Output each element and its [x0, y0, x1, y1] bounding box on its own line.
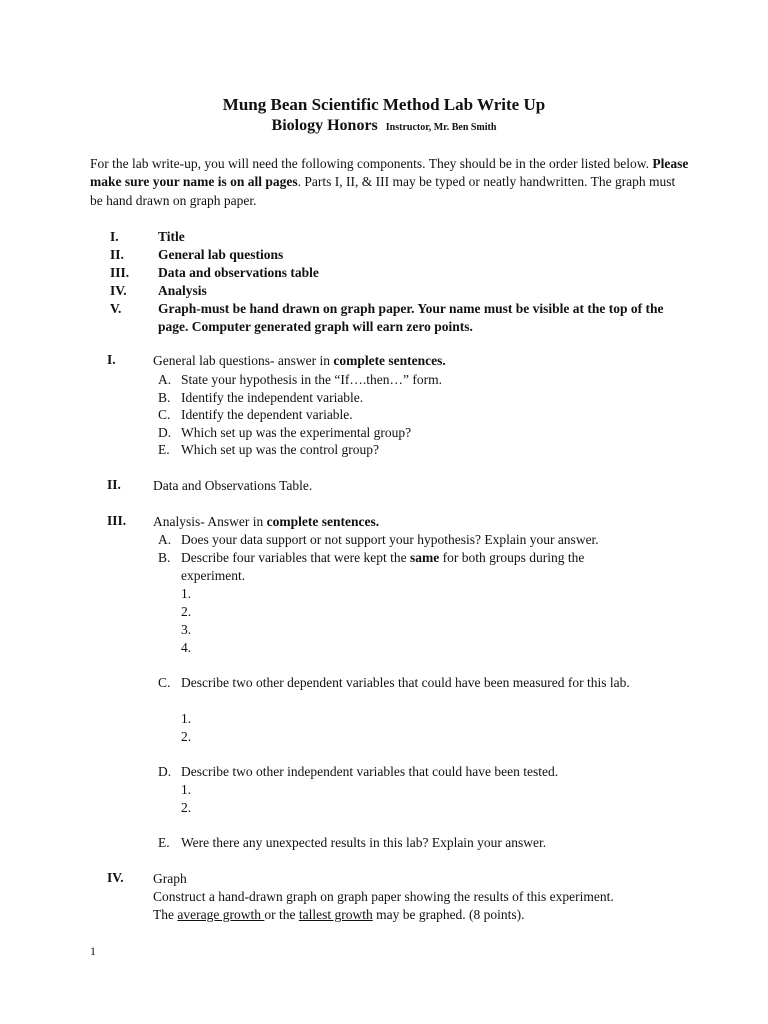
component-number: V. — [110, 301, 122, 316]
component-item — [110, 300, 670, 336]
item-letter: A. — [158, 372, 172, 387]
text-part: or the — [264, 907, 299, 922]
text-part: The — [153, 907, 178, 922]
component-text: Data and observations table — [158, 265, 319, 280]
intro-text-1: For the lab write-up, you will need the following components. They should be in the order listed below. — [90, 156, 653, 171]
component-number: I. — [110, 229, 119, 244]
underlined-term: tallest growth — [298, 907, 373, 922]
answer-number: 1. — [181, 782, 192, 797]
section-heading — [153, 352, 446, 370]
component-item — [110, 228, 670, 246]
answer-blanks-d — [181, 781, 191, 817]
item-letter: E. — [158, 835, 170, 850]
section-number: I. — [107, 352, 116, 367]
component-number: II. — [110, 247, 124, 262]
course-name: Biology Honors — [271, 117, 378, 134]
graph-instruction-line — [153, 906, 693, 924]
item-letter: D. — [158, 764, 172, 779]
component-text: Title — [158, 229, 185, 244]
intro-text-2: . Parts I, II, & III may be typed or neatly handwritten. The graph must be hand drawn on graph paper. — [90, 174, 676, 208]
item-text-part: Describe four variables that were kept the — [181, 550, 411, 565]
item-text — [181, 549, 646, 584]
item-letter: C. — [158, 675, 171, 690]
underlined-term: average growth — [177, 907, 265, 922]
item-text: Identify the dependent variable. — [181, 407, 353, 422]
item-letter: D. — [158, 424, 172, 440]
section-heading — [153, 513, 379, 531]
component-number: IV. — [110, 283, 127, 298]
answer-blanks-c — [181, 710, 191, 746]
heading-text: Analysis- Answer in — [153, 514, 267, 529]
answer-number: 2. — [181, 729, 192, 744]
item-text: State your hypothesis in the “If….then…” form. — [181, 372, 442, 387]
item-text: Which set up was the control group? — [181, 442, 379, 457]
answer-number: 2. — [181, 604, 192, 619]
item-text-part: for both groups during the experiment. — [181, 550, 585, 583]
item-text: Were there any unexpected results in this lab? Explain your answer. — [181, 835, 547, 850]
text-part: may be graphed. (8 points). — [372, 907, 525, 922]
component-text: Graph-must be hand drawn on graph paper. Your name must be visible at the top of the page. Computer generated graph will earn zero points. — [158, 301, 664, 334]
item-letter: E. — [158, 442, 170, 457]
intro-name-notice: Please make sure your name is on all pages — [90, 156, 689, 190]
item-letter: B. — [158, 389, 171, 405]
component-item — [110, 282, 670, 300]
section1-items — [158, 371, 678, 461]
item-letter: A. — [158, 532, 172, 547]
answer-number: 2. — [181, 800, 192, 815]
item-text: Describe two other dependent variables that could have been measured for this lab. — [181, 675, 630, 690]
item-letter: C. — [158, 407, 171, 422]
item-text: Which set up was the experimental group? — [181, 424, 412, 440]
section-heading: Data and Observations Table. — [153, 478, 313, 493]
answer-number: 4. — [181, 640, 192, 655]
section-number: III. — [107, 513, 127, 528]
heading-emphasis: complete sentences. — [333, 353, 446, 368]
component-text: General lab questions — [158, 247, 284, 262]
course-line — [0, 117, 768, 135]
instructor-name: Instructor, Mr. Ben Smith — [385, 122, 497, 133]
section-number: IV. — [107, 870, 124, 885]
heading-emphasis: complete sentences. — [266, 514, 380, 529]
components-list — [110, 228, 670, 336]
heading-text: General lab questions- answer in — [153, 353, 334, 368]
page-number: 1 — [90, 944, 96, 958]
section-number: II. — [107, 477, 121, 492]
section-heading: Graph — [153, 871, 187, 886]
graph-instruction-line: Construct a hand-drawn graph on graph paper showing the results of this experiment. — [153, 889, 614, 904]
item-letter: B. — [158, 550, 171, 565]
answer-number: 1. — [181, 711, 192, 726]
graph-instructions — [153, 888, 693, 924]
intro-paragraph — [90, 155, 690, 210]
document-title: Mung Bean Scientific Method Lab Write Up — [222, 95, 546, 114]
component-text: Analysis — [158, 283, 207, 298]
component-item — [110, 246, 670, 264]
item-text: Identify the independent variable. — [181, 389, 364, 405]
answer-number: 1. — [181, 586, 192, 601]
component-number: III. — [110, 265, 130, 280]
answer-blanks-b — [181, 585, 191, 657]
item-text: Describe two other independent variables that could have been tested. — [181, 764, 559, 779]
component-item — [110, 264, 670, 282]
item-emphasis: same — [410, 550, 440, 565]
item-text: Does your data support or not support your hypothesis? Explain your answer. — [181, 532, 599, 547]
answer-number: 3. — [181, 622, 192, 637]
